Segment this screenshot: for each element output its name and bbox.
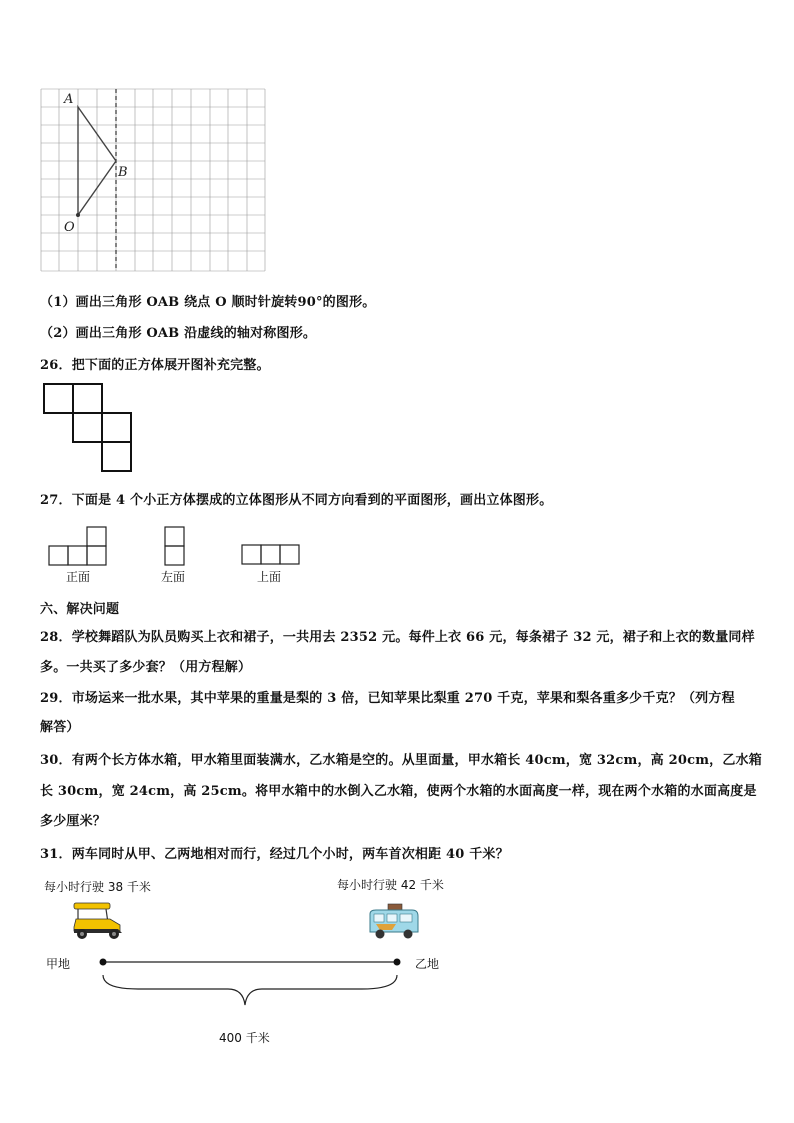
label-o: O: [64, 220, 75, 235]
grid-figure: [40, 88, 266, 274]
top-view: [241, 543, 303, 567]
q31-text: 31．两车同时从甲、乙两地相对而行，经过几个小时，两车首次相距 40 千米？: [40, 847, 509, 862]
left-view-label: 左面: [161, 570, 186, 584]
q30-line1: 30．有两个长方体水箱，甲水箱里面装满水，乙水箱是空的。从里面量，甲水箱长 40cm，宽 32cm，高 20cm，乙水箱: [40, 753, 762, 768]
speed-left-label: 每小时行驶 38 千米: [44, 880, 151, 894]
distance-label: 400 千米: [219, 1031, 270, 1045]
distance-brace: [103, 975, 397, 1005]
point-right: [394, 959, 401, 966]
grid-lines: [41, 89, 265, 271]
label-b: B: [118, 165, 128, 180]
q28-line2: 多。一共买了多少套？（用方程解）: [40, 660, 252, 675]
q25-part2: （2）画出三角形 OAB 沿虚线的轴对称图形。: [40, 326, 317, 341]
q25-part1: （1）画出三角形 OAB 绕点 O 顺时针旋转90°的图形。: [40, 295, 376, 310]
distance-line: [98, 955, 408, 1015]
left-view: [163, 523, 187, 569]
q28-line1: 28．学校舞蹈队为队员购买上衣和裙子，一共用去 2352 元。每件上衣 66 元，每条裙子 32 元，裙子和上衣的数量同样: [40, 630, 755, 645]
place-left-label: 甲地: [46, 957, 71, 971]
q29-line1: 29．市场运来一批水果，其中苹果的重量是梨的 3 倍，已知苹果比梨重 270 千克，苹果和梨各重多少千克？（列方程: [40, 691, 735, 706]
q29-line2: 解答）: [40, 720, 80, 735]
q26-text: 26．把下面的正方体展开图补充完整。: [40, 358, 270, 373]
tuk-tuk-icon: [70, 901, 126, 941]
speed-right-label: 每小时行驶 42 千米: [337, 878, 444, 892]
label-a: A: [64, 92, 74, 107]
q30-line2: 长 30cm，宽 24cm，高 25cm。将甲水箱中的水倒入乙水箱，使两个水箱的水面高度一样，现在两个水箱的水面高度是: [40, 784, 757, 799]
front-view: [48, 523, 110, 569]
front-view-label: 正面: [66, 570, 91, 584]
q27-text: 27．下面是 4 个小正方体摆成的立体图形从不同方向看到的平面图形，画出立体图形。: [40, 493, 553, 508]
point-left: [100, 959, 107, 966]
van-icon: [366, 902, 422, 942]
q30-line3: 多少厘米？: [40, 814, 107, 829]
place-right-label: 乙地: [415, 957, 440, 971]
top-view-label: 上面: [257, 570, 282, 584]
point-o: [76, 213, 80, 217]
section6-heading: 六、解决问题: [40, 602, 120, 617]
cube-net-figure: [42, 382, 142, 482]
